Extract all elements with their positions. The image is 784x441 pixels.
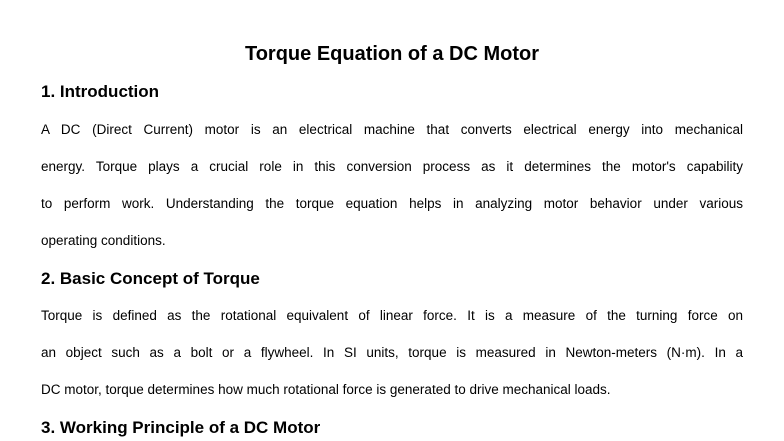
paragraph-line: to perform work. Understanding the torque equation helps in analyzing motor behavior under various xyxy=(41,196,743,211)
section-heading-working-principle: 3. Working Principle of a DC Motor xyxy=(41,418,321,437)
section-heading-introduction: 1. Introduction xyxy=(41,82,160,101)
paragraph-line: A DC (Direct Current) motor is an electrical machine that converts electrical energy into mechanical xyxy=(41,122,743,137)
paragraph-line: energy. Torque plays a crucial role in this conversion process as it determines the motor's capability xyxy=(41,159,743,174)
paragraph-line: operating conditions. xyxy=(41,233,166,248)
paragraph-line: Torque is defined as the rotational equivalent of linear force. It is a measure of the turning force on xyxy=(41,308,743,323)
document-title: Torque Equation of a DC Motor xyxy=(244,43,540,65)
paragraph-line: an object such as a bolt or a flywheel. In SI units, torque is measured in Newton-meters (N·m). In a xyxy=(41,345,743,360)
section-heading-basic-concept: 2. Basic Concept of Torque xyxy=(41,269,260,288)
paragraph-line: DC motor, torque determines how much rotational force is generated to drive mechanical loads. xyxy=(41,382,611,397)
